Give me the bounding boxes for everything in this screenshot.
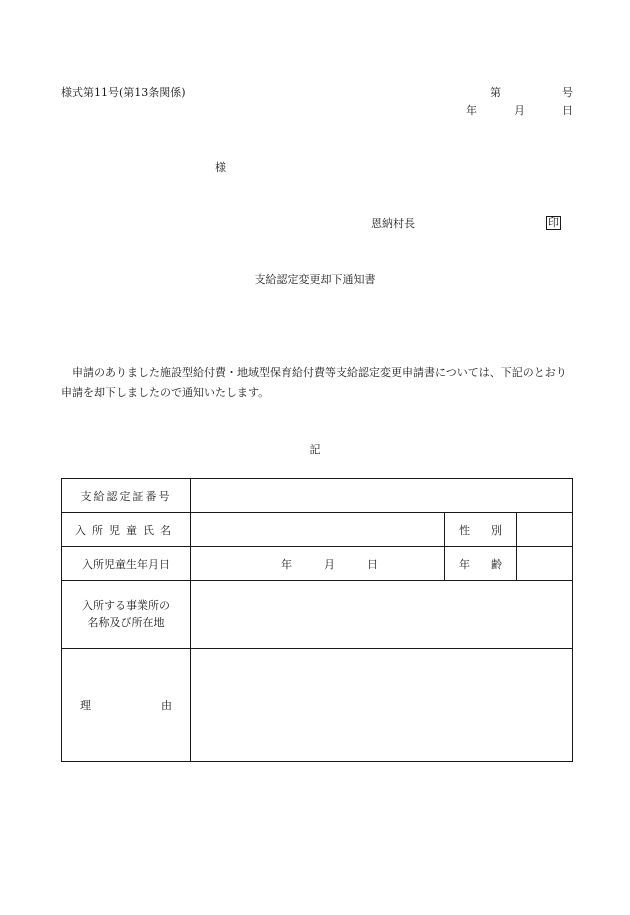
reason-label: 理 由 xyxy=(62,649,191,762)
birthdate-field[interactable]: 年 月 日 xyxy=(191,547,445,581)
document-number-dai: 第 xyxy=(490,86,501,99)
row-child-name xyxy=(62,513,573,547)
cert-number-label: 支給認定証番号 xyxy=(62,479,191,513)
addressee-sama: 様 xyxy=(215,161,226,174)
ki-heading: 記 xyxy=(309,443,321,456)
date-day: 日 xyxy=(562,104,573,117)
gender-label: 性 別 xyxy=(445,513,517,547)
row-facility xyxy=(62,581,573,649)
age-field[interactable] xyxy=(517,547,573,581)
date-year: 年 xyxy=(466,104,477,117)
reason-field[interactable] xyxy=(191,649,573,762)
facility-field[interactable] xyxy=(191,581,573,649)
sender-title: 恩納村長 xyxy=(371,217,415,230)
facility-label: 入所する事業所の 名称及び所在地 xyxy=(62,581,191,649)
row-cert-number xyxy=(62,479,573,513)
form-table xyxy=(61,478,573,762)
row-reason xyxy=(62,649,573,762)
birthdate-label: 入所児童生年月日 xyxy=(62,547,191,581)
document-number-go: 号 xyxy=(562,86,573,99)
child-name-label: 入所児童氏名 xyxy=(62,513,191,547)
seal-mark xyxy=(546,216,561,230)
date-month: 月 xyxy=(514,104,525,117)
form-number: 様式第11号(第13条関係) xyxy=(61,86,186,99)
age-label: 年 齢 xyxy=(445,547,517,581)
body-text: 申請のありました施設型給付費・地域型保育給付費等支給認定変更申請書については、下記のとおり申請を却下しましたので通知いたします。 xyxy=(61,366,567,399)
child-name-field[interactable] xyxy=(191,513,445,547)
seal-stamp: 印 xyxy=(548,216,559,229)
document-title: 支給認定変更却下通知書 xyxy=(254,273,376,286)
cert-number-field[interactable] xyxy=(191,479,573,513)
gender-field[interactable] xyxy=(517,513,573,547)
row-birthdate xyxy=(62,547,573,581)
